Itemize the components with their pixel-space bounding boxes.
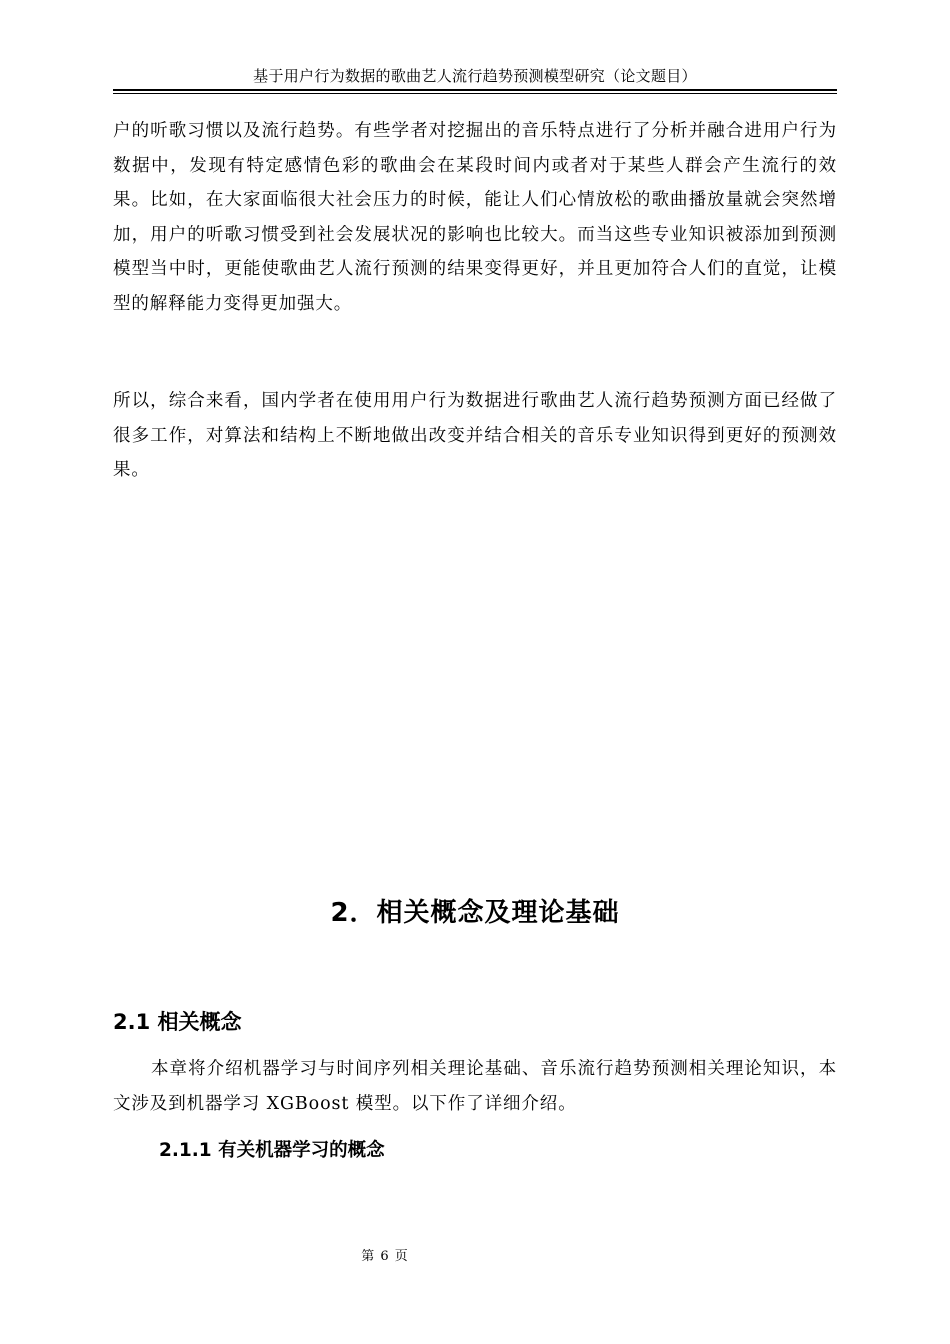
header-rule-thin	[113, 93, 837, 94]
section-title: 2.1 相关概念	[113, 1010, 242, 1034]
body-paragraph-3: 本章将介绍机器学习与时间序列相关理论基础、音乐流行趋势预测相关理论知识，本文涉及到机器学习 XGBoost 模型。以下作了详细介绍。	[113, 1059, 837, 1114]
body-paragraph-2: 所以，综合来看，国内学者在使用用户行为数据进行歌曲艺人流行趋势预测方面已经做了很多工作，对算法和结构上不断地做出改变并结合相关的音乐专业知识得到更好的预测效果。	[113, 391, 837, 480]
page-number: 第 6 页	[361, 1249, 409, 1264]
chapter-title: 2．相关概念及理论基础	[330, 898, 620, 928]
running-header: 基于用户行为数据的歌曲艺人流行趋势预测模型研究（论文题目）	[253, 67, 697, 85]
header-rule-thick	[113, 89, 837, 91]
subsection-title: 2.1.1 有关机器学习的概念	[159, 1140, 385, 1161]
body-paragraph-1: 户的听歌习惯以及流行趋势。有些学者对挖掘出的音乐特点进行了分析并融合进用户行为数据中，发现有特定感情色彩的歌曲会在某段时间内或者对于某些人群会产生流行的效果。比如，在大家面临很大社会压力的时候，能让人们心情放松的歌曲播放量就会突然增加，用户的听歌习惯受到社会发展状况的影响也比较大。而当这些专业知识被添加到预测模型当中时，更能使歌曲艺人流行预测的结果变得更好，并且更加符合人们的直觉，让模型的解释能力变得更加强大。	[113, 121, 837, 314]
